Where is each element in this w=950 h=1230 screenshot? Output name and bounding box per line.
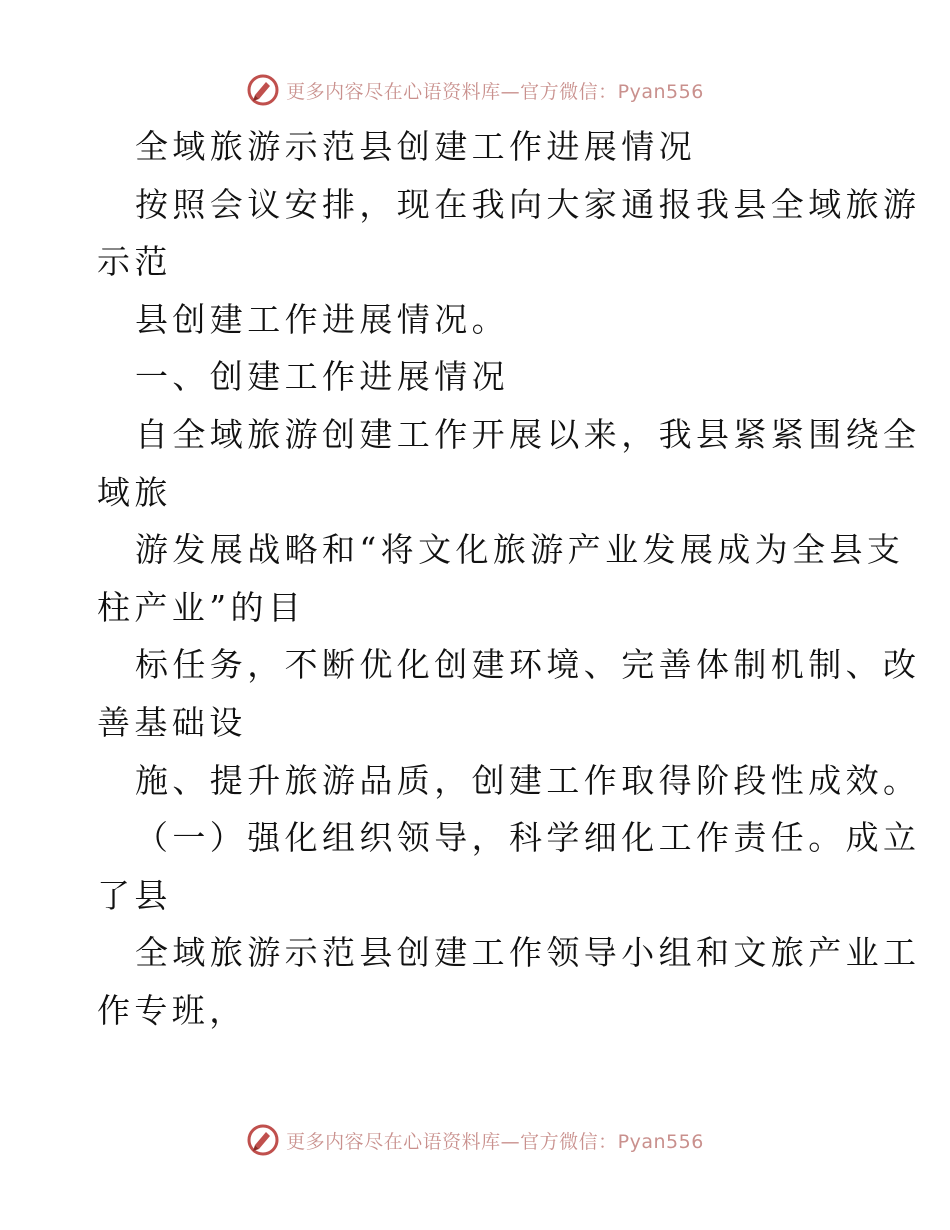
text-line: （一）强化组织领导，科学细化工作责任。成立 — [135, 818, 921, 858]
text-line: 全域旅游示范县创建工作进展情况 — [135, 127, 696, 166]
text-line: 游发展战略和“将文化旅游产业发展成为全县支 — [135, 530, 905, 570]
text-line: 县创建工作进展情况。 — [135, 299, 509, 339]
text-line: 自全域旅游创建工作开展以来，我县紧紧围绕全 — [135, 414, 921, 454]
brand-logo-icon — [246, 73, 280, 107]
footer-banner — [0, 1120, 950, 1160]
text-line: 施、提升旅游品质，创建工作取得阶段性成效。 — [135, 760, 921, 800]
text-line: 作专班， — [97, 990, 247, 1030]
text-line: 示范 — [97, 242, 172, 282]
text-line: 标任务，不断优化创建环境、完善体制机制、改 — [135, 645, 921, 685]
document-body — [97, 118, 921, 1040]
text-line: 一、创建工作进展情况 — [135, 357, 509, 397]
footer-banner-text: 更多内容尽在心语资料库—官方微信：Pyan556 — [286, 1130, 704, 1153]
text-line: 善基础设 — [97, 702, 247, 742]
text-line: 柱产业”的目 — [97, 587, 306, 627]
brand-logo-icon — [246, 1123, 280, 1157]
header-banner-text: 更多内容尽在心语资料库—官方微信：Pyan556 — [286, 80, 704, 103]
text-line: 了县 — [97, 875, 172, 915]
text-line: 全域旅游示范县创建工作领导小组和文旅产业工 — [135, 933, 921, 973]
header-banner — [0, 70, 950, 110]
text-line: 按照会议安排，现在我向大家通报我县全域旅游 — [135, 184, 921, 224]
text-line: 域旅 — [97, 472, 172, 512]
